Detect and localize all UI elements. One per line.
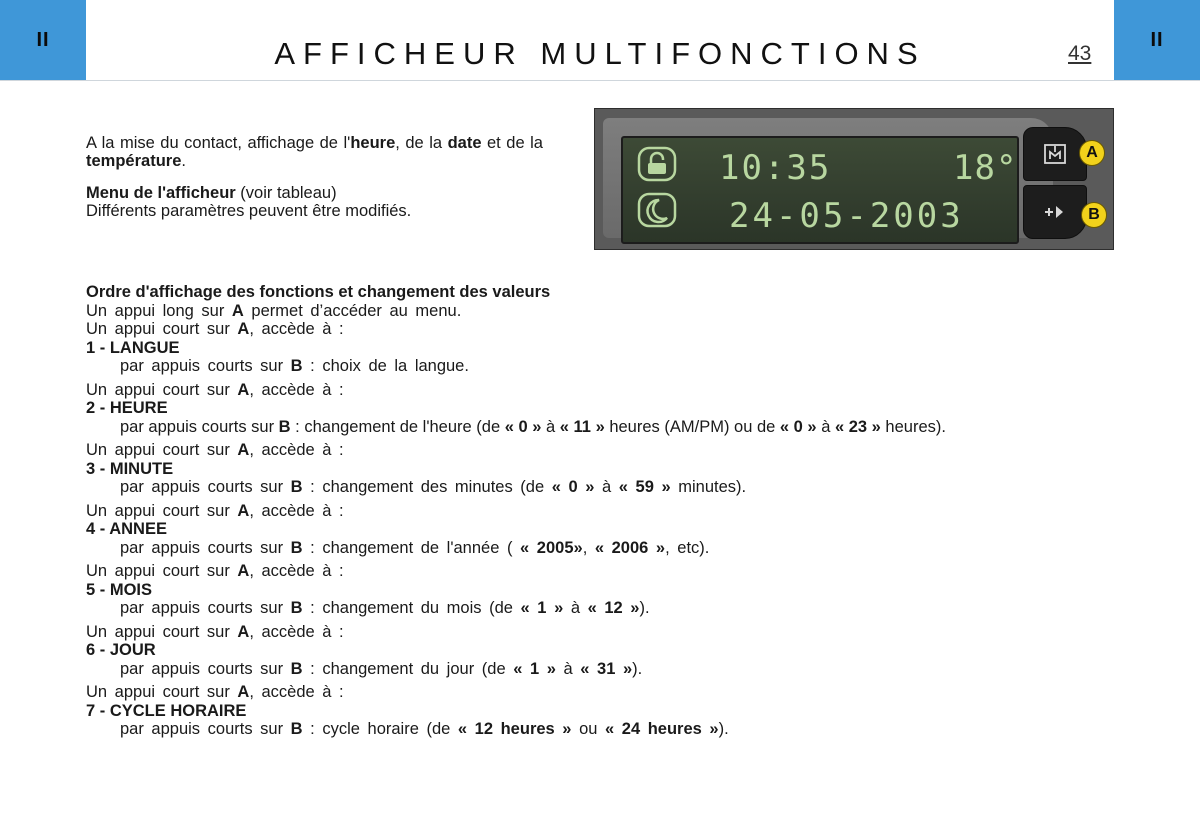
list-item [86, 683, 1121, 739]
text: Un appui court sur [86, 320, 238, 338]
plus-arrow-icon [1042, 200, 1068, 224]
text: , de la [395, 134, 448, 152]
header-divider [0, 80, 1200, 81]
bold-text: « 23 » [834, 417, 881, 436]
text: , [582, 538, 595, 557]
chapter-number: II [36, 28, 50, 51]
text: , accède à : [249, 320, 344, 338]
bold-text: B [290, 357, 303, 375]
bold-text: A [237, 380, 250, 399]
text: . [181, 152, 186, 170]
text: par appuis courts sur [120, 357, 291, 375]
bold-text: B [290, 720, 303, 738]
short-press-line [86, 320, 1121, 339]
list-item [86, 441, 1121, 497]
text: , accède à : [249, 441, 344, 459]
item-title: 6 - JOUR [86, 641, 156, 659]
short-press-line [86, 441, 1121, 460]
text: Un appui court sur [86, 562, 238, 580]
bold-text: A [231, 301, 244, 320]
bold-text: B [290, 478, 303, 496]
list-item [86, 381, 1121, 437]
moon-icon [637, 192, 677, 228]
bold-text: date [447, 134, 482, 152]
section-heading: Ordre d'affichage des fonctions et changement des valeurs [86, 283, 551, 301]
text: A la mise du contact, affichage de l' [86, 134, 351, 152]
item-description [86, 357, 1121, 376]
button-a-label: A [1079, 140, 1105, 166]
display-button-a [1023, 127, 1087, 181]
text: ). [632, 659, 643, 678]
text: par appuis courts sur [120, 478, 291, 496]
bold-text: A [237, 622, 250, 641]
bold-text: « 2005» [520, 538, 583, 557]
bold-text: A [237, 441, 250, 459]
text: , accède à : [249, 380, 344, 399]
list-item [86, 502, 1121, 558]
text: : changement de l'année ( [302, 538, 521, 557]
item-title: 3 - MINUTE [86, 459, 174, 478]
bold-text: « 1 » [520, 599, 564, 617]
bold-text: B [278, 417, 291, 436]
lcd-date: 24-05-2003 [729, 196, 964, 236]
list-item [86, 623, 1121, 679]
bold-text: « 0 » [551, 478, 595, 496]
bold-text: « 2006 » [594, 538, 666, 557]
item-description [86, 720, 1121, 739]
text: Un appui long sur [86, 301, 232, 320]
bold-text: heure [350, 134, 396, 152]
text: par appuis courts sur [120, 538, 291, 557]
item-title: 2 - HEURE [86, 399, 168, 417]
chapter-number: II [1150, 28, 1164, 51]
text: heures (AM/PM) ou de [604, 417, 780, 436]
button-b-label: B [1081, 202, 1107, 228]
item-title: 1 - LANGUE [86, 338, 180, 357]
text: par appuis courts sur [120, 599, 291, 617]
text: Un appui court sur [86, 441, 238, 459]
text: permet d’accéder au menu. [243, 301, 462, 320]
text: : choix de la langue. [302, 357, 469, 375]
text: , accède à : [249, 622, 344, 641]
display-button-b [1023, 185, 1087, 239]
display-bezel [603, 118, 1053, 238]
text: , accède à : [249, 683, 344, 701]
bold-text: A [237, 683, 250, 701]
text: , accède à : [249, 501, 344, 520]
text: à [563, 599, 588, 617]
text: et de la [481, 134, 543, 152]
text: Un appui court sur [86, 380, 238, 399]
bold-text: « 31 » [580, 659, 633, 678]
text: Un appui court sur [86, 501, 238, 520]
lcd-screen [621, 136, 1019, 244]
bold-text: B [290, 599, 303, 617]
text: Un appui court sur [86, 622, 238, 641]
intro-paragraph [86, 134, 543, 170]
chapter-tab-right [1114, 0, 1200, 80]
intro-section [86, 134, 543, 220]
menu-item-list [86, 320, 1121, 739]
bold-text: température [86, 152, 182, 170]
bold-text: « 0 » [504, 417, 542, 436]
text: : cycle horaire (de [302, 720, 458, 738]
list-item [86, 320, 1121, 376]
text: , accède à : [249, 562, 344, 580]
item-description [86, 599, 1121, 618]
long-press-line [86, 302, 1121, 321]
lcd-time: 10:35 [719, 148, 832, 188]
order-section [86, 283, 1121, 744]
item-description [86, 660, 1121, 679]
parameters-paragraph: Différents paramètres peuvent être modifiés. [86, 202, 412, 220]
page-title: AFFICHEUR MULTIFONCTIONS [274, 36, 926, 71]
text: Un appui court sur [86, 683, 238, 701]
menu-symbol-icon [1042, 142, 1068, 166]
bold-text: A [237, 501, 250, 520]
item-title: 4 - ANNEE [86, 520, 167, 538]
text: : changement des minutes (de [302, 478, 552, 496]
text: à [594, 478, 619, 496]
text: par appuis courts sur [120, 720, 291, 738]
text: par appuis courts sur [120, 659, 291, 678]
text: : changement du jour (de [302, 659, 514, 678]
short-press-line [86, 683, 1121, 702]
multifunction-display-illustration [594, 108, 1114, 250]
bold-text: B [290, 538, 303, 557]
text: à [555, 659, 581, 678]
text: par appuis courts sur [120, 417, 279, 436]
text: : changement de l'heure (de [290, 417, 505, 436]
text: ou [571, 720, 606, 738]
text: : changement du mois (de [302, 599, 521, 617]
item-description [86, 539, 1121, 558]
short-press-line [86, 502, 1121, 521]
text: à [816, 417, 835, 436]
bold-text: A [237, 562, 250, 580]
short-press-line [86, 381, 1121, 400]
bold-text: « 12 heures » [457, 720, 572, 738]
lcd-temperature: 18° [953, 148, 1018, 188]
bold-text: « 59 » [618, 478, 671, 496]
text: à [541, 417, 560, 436]
item-description [86, 418, 1121, 437]
bold-text: « 0 » [779, 417, 817, 436]
item-description [86, 478, 1121, 497]
bold-text: B [290, 659, 303, 678]
page-number: 43 [1068, 42, 1092, 65]
menu-paragraph [86, 184, 543, 202]
short-press-line [86, 562, 1121, 581]
list-item [86, 562, 1121, 618]
text: heures). [880, 417, 946, 436]
text: ). [718, 720, 729, 738]
text: , etc). [665, 538, 710, 557]
bold-text: « 1 » [513, 659, 556, 678]
item-title: 7 - CYCLE HORAIRE [86, 701, 247, 720]
bold-text: A [237, 320, 250, 338]
text: minutes). [670, 478, 747, 496]
bold-text: Menu de l'afficheur [86, 184, 236, 202]
text: ). [639, 599, 650, 617]
text: (voir tableau) [235, 184, 337, 202]
item-title: 5 - MOIS [86, 580, 153, 599]
short-press-line [86, 623, 1121, 642]
lock-icon [637, 146, 677, 182]
bold-text: « 11 » [559, 417, 605, 436]
bold-text: « 24 heures » [605, 720, 719, 738]
bold-text: « 12 » [587, 599, 640, 617]
